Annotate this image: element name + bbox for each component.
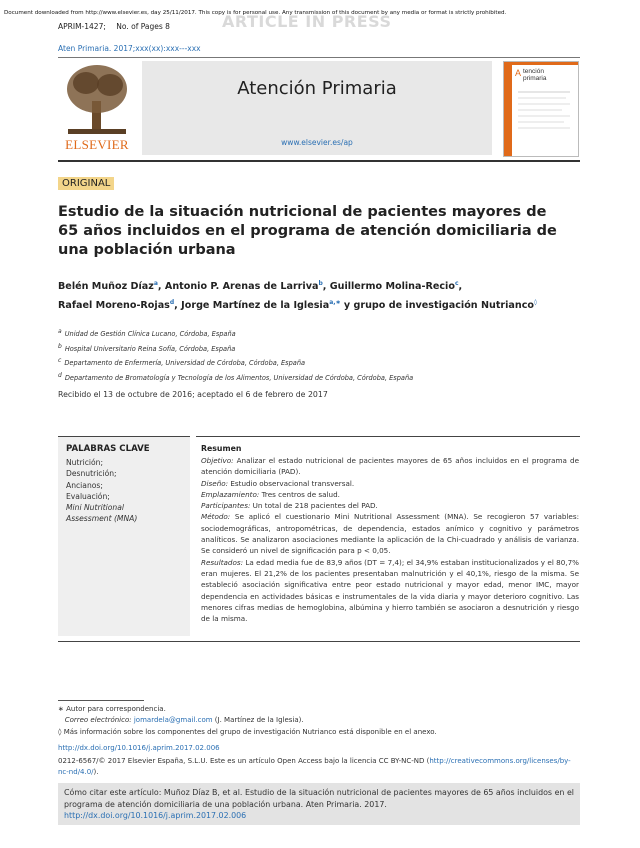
keywords-rule bbox=[58, 436, 190, 437]
author-affil-marker[interactable]: a bbox=[153, 280, 158, 287]
svg-text:A: A bbox=[515, 68, 522, 78]
ref-code: APRIM-1427; bbox=[58, 22, 106, 31]
journal-citation[interactable]: Aten Primaria. 2017;xxx(xx):xxx---xxx bbox=[58, 44, 201, 53]
abstract-paragraph: Diseño: Estudio observacional transversal. bbox=[201, 478, 355, 488]
watermark: ARTICLE IN PRESS bbox=[222, 12, 392, 31]
abstract-heading: Resumen bbox=[201, 444, 242, 453]
affiliation-list bbox=[58, 326, 413, 384]
doi-link[interactable]: http://dx.doi.org/10.1016/j.aprim.2017.02.006 bbox=[58, 744, 220, 752]
group-note: ◊ Más información sobre los componentes del grupo de investigación Nutrianco está disponible en el anexo. bbox=[58, 727, 437, 736]
keyword-item: Evaluación; bbox=[66, 491, 110, 501]
header-rule-top bbox=[58, 57, 580, 58]
license-text: 0212-6567/© 2017 Elsevier España, S.L.U. Este es un artículo Open Access bajo la licencia CC BY-NC-ND (http://creativecommons.org/licenses/by-nc-nd/4.0/). bbox=[58, 757, 571, 777]
corresponding-note: ∗ Autor para correspondencia. bbox=[58, 705, 166, 713]
abstract-paragraph: Resultados: La edad media fue de 83,9 años (DT = 7,4); el 34,9% estaban institucionalizados y el 80,7% eran mujeres. El 21,2% de los pacientes presentaban malnutrición y el 40,1%, riesgo de la misma. Se estableció asociación significativa entre peor estado nutricional y mayor edad, menor IMC, mayor dependencia en actividades básicas e instrumentales de la vida diaria y mayor deterioro cognitivo. Las menores cifras medias de hemoglobina, albúmina y hierro también se asociaron a desnutrición y riesgo de la misma. bbox=[201, 557, 579, 624]
abstract-paragraph: Método: Se aplicó el cuestionario Mini Nutritional Assessment (MNA). Se recogieron 57 variables: sociodemográficas, antropométricas, de dependencia, estados anímico y cognitivo y parámetros analíticos. Se analizaron asociaciones mediante la aplicación de la Chi-cuadrado y análisis de varianza. Se consideró un nivel de significación para p < 0,05. bbox=[201, 512, 579, 556]
keyword-item: Desnutrición; bbox=[66, 469, 117, 479]
abstract-rule-bottom bbox=[58, 641, 580, 642]
affiliation-item: $^b$ Hospital Universitario Reina Sofía, Córdoba, España bbox=[58, 342, 236, 353]
affiliation-item: $^d$ Departamento de Bromatología y Tecnología de los Alimentos, Universidad de Córdoba, Córdoba, España bbox=[58, 371, 414, 382]
affiliation-item: $^c$ Departamento de Enfermería, Universidad de Córdoba, Córdoba, España bbox=[58, 357, 306, 368]
footnote-rule bbox=[58, 700, 144, 701]
received-dates: Recibido el 13 de octubre de 2016; aceptado el 6 de febrero de 2017 bbox=[58, 390, 328, 399]
citation-text: Cómo citar este artículo: Muñoz Díaz B, et al. Estudio de la situación nutricional de pacientes mayores de 65 años incluidos en el programa de atención domiciliaria de una población urbana. Aten Primaria. 2017. http://dx.doi.org/10.1016/j.aprim.2017.02.006 bbox=[64, 788, 574, 821]
section-badge: ORIGINAL bbox=[58, 177, 114, 190]
header-rule-bottom bbox=[58, 160, 580, 162]
email-note: Correo electrónico: jomardela@gmail.com (J. Martínez de la Iglesia). bbox=[64, 716, 304, 725]
keywords-heading: PALABRAS CLAVE bbox=[66, 444, 150, 454]
abstract-paragraph: Objetivo: Analizar el estado nutricional de pacientes mayores de 65 años incluidos en el programa de atención domiciliaria (PAD). bbox=[201, 456, 579, 477]
publisher-name: ELSEVIER bbox=[65, 137, 129, 152]
email-link[interactable]: jomardela@gmail.com bbox=[133, 716, 213, 725]
abstract-paragraph: Participantes: Un total de 218 pacientes del PAD. bbox=[201, 501, 378, 511]
author-name: Rafael Moreno-Rojas bbox=[58, 300, 170, 312]
journal-name: Atención Primaria bbox=[237, 78, 397, 99]
article-ref-line bbox=[58, 22, 178, 31]
license-link[interactable]: http://creativecommons.org/licenses/by-nc-nd/4.0/ bbox=[58, 757, 571, 777]
author-affil-marker[interactable]: b bbox=[318, 280, 323, 287]
author-name: Guillermo Molina-Recio bbox=[329, 281, 455, 293]
author-affil-marker[interactable]: a,∗ bbox=[329, 299, 341, 307]
author-affil-marker[interactable]: c bbox=[454, 280, 459, 287]
cover-image bbox=[504, 62, 578, 156]
journal-cover bbox=[503, 61, 579, 157]
download-notice: Document downloaded from http://www.elsevier.es, day 25/11/2017. This copy is for personal use. Any transmission of this document by any media or format is strictly prohibited. bbox=[4, 10, 507, 16]
tree-icon bbox=[58, 61, 136, 137]
footnotes bbox=[58, 704, 437, 738]
abstract-rule bbox=[196, 436, 580, 437]
keyword-item: Mini Nutritional bbox=[66, 503, 125, 513]
keyword-item: Ancianos; bbox=[66, 480, 103, 490]
author-name: Jorge Martínez de la Iglesia bbox=[181, 300, 330, 312]
author-name: Antonio P. Arenas de Larriva bbox=[164, 281, 319, 293]
svg-text:primaria: primaria bbox=[523, 75, 547, 82]
author-affil-marker[interactable]: ◊ bbox=[534, 299, 537, 307]
keyword-item: Assessment (MNA) bbox=[66, 514, 138, 524]
affiliation-item: $^a$ Unidad de Gestión Clínica Lucano, Córdoba, España bbox=[58, 328, 236, 339]
citation-doi-link[interactable]: http://dx.doi.org/10.1016/j.aprim.2017.02.006 bbox=[64, 811, 247, 821]
author-name: y grupo de investigación Nutrianco bbox=[343, 300, 535, 312]
abstract-body bbox=[201, 455, 579, 624]
author-list: Belén Muñoz Díaz$^a$, Antonio P. Arenas de Larriva$^b$, Guillermo Molina-Recio$^c$, Rafael Moreno-Rojas$^d$, Jorge Martínez de la Iglesia$^{a,∗}$ y grupo de investigación Nutrianco◊ bbox=[58, 280, 537, 312]
author-name: Belén Muñoz Díaz bbox=[58, 281, 154, 293]
ref-pages: No. of Pages 8 bbox=[116, 22, 170, 31]
article-title: Estudio de la situación nutricional de pacientes mayores de 65 años incluidos en el programa de atención domiciliaria de una población urbana bbox=[58, 204, 557, 258]
svg-text:tención: tención bbox=[523, 68, 544, 75]
journal-url[interactable]: www.elsevier.es/ap bbox=[281, 138, 353, 147]
keyword-item: Nutrición; bbox=[66, 458, 104, 467]
author-affil-marker[interactable]: d bbox=[169, 299, 175, 307]
keywords-list bbox=[66, 457, 137, 525]
abstract-paragraph: Emplazamiento: Tres centros de salud. bbox=[201, 489, 340, 499]
